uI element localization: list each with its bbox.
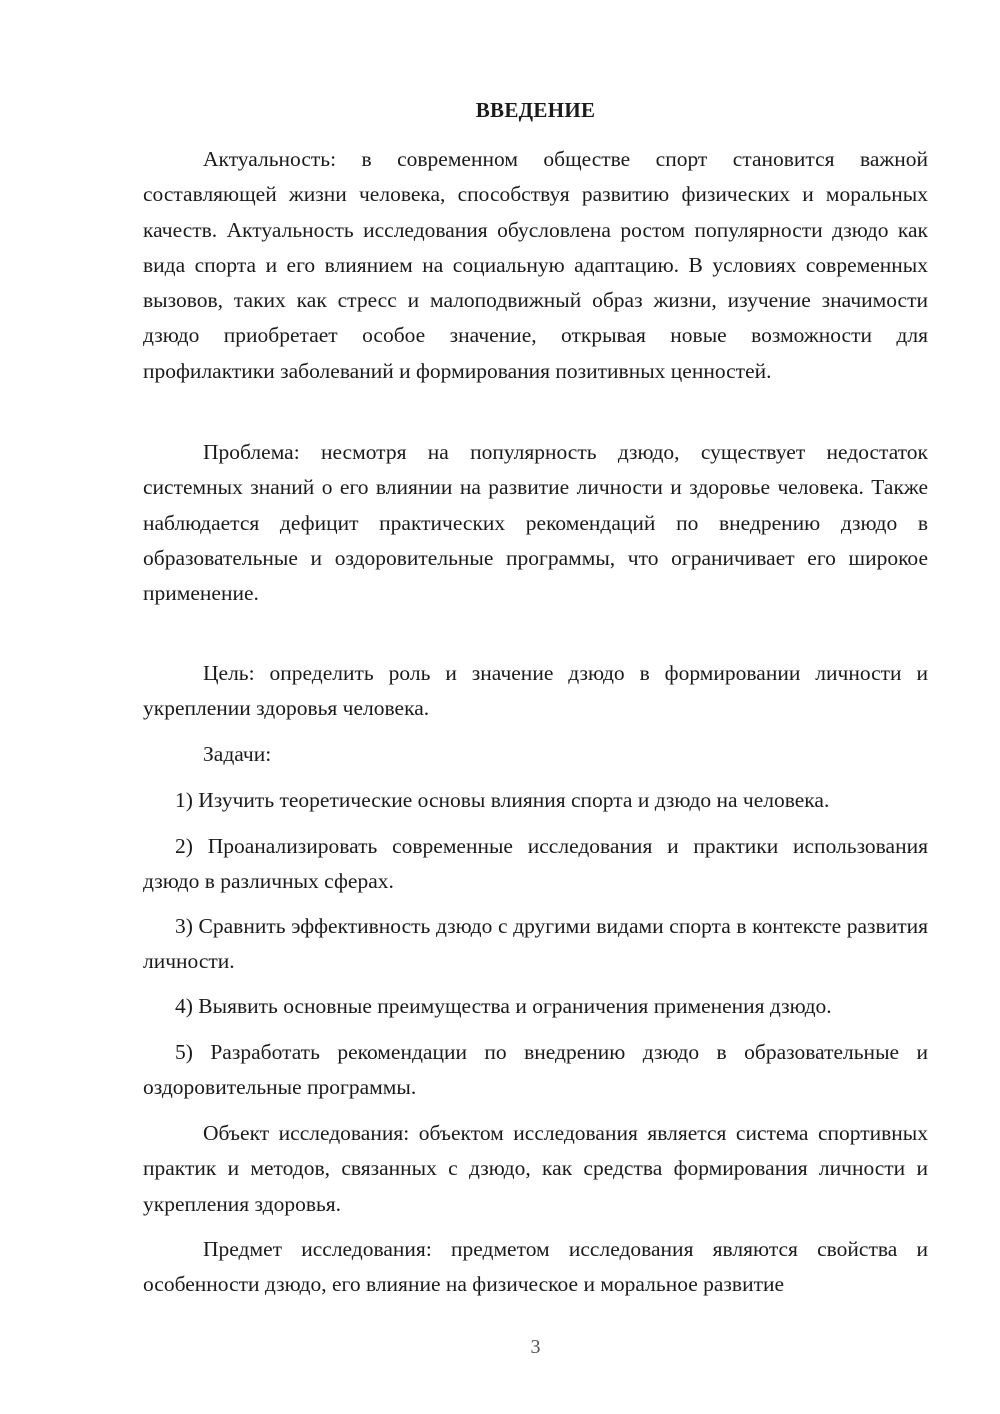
paragraph-subject: Предмет исследования: предметом исследования являются свойства и особенности дзюдо, его влияние на физическое и моральное развитие: [143, 1237, 928, 1297]
task-item-4: 4) Выявить основные преимущества и ограничения применения дзюдо.: [175, 994, 832, 1018]
page-number: 3: [530, 1336, 541, 1358]
paragraph-object: Объект исследования: объектом исследования является система спортивных практик и методов, связанных с дзюдо, как средства формирования личности и укрепления здоровья.: [143, 1121, 928, 1216]
section-title: ВВЕДЕНИЕ: [475, 98, 596, 122]
paragraph-relevance: Актуальность: в современном обществе спорт становится важной составляющей жизни человека, способствуя развитию физических и моральных качеств. Актуальность исследования обусловлена ростом популярности дзюдо как вида спорта и его влиянием на социальную адаптацию. В условиях современных вызовов, таких как стресс и малоподвижный образ жизни, изучение значимости дзюдо приобретает особое значение, открывая новые возможности для профилактики заболеваний и формирования позитивных ценностей.: [143, 147, 928, 383]
task-item-5: 5) Разработать рекомендации по внедрению дзюдо в образовательные и оздоровительные программы.: [143, 1040, 928, 1100]
paragraph-problem: Проблема: несмотря на популярность дзюдо, существует недостаток системных знаний о его влиянии на развитие личности и здоровье человека. Также наблюдается дефицит практических рекомендаций по внедрению дзюдо в образовательные и оздоровительные программы, что ограничивает его широкое применение.: [143, 440, 928, 606]
document-page: [143, 0, 928, 1414]
task-item-2: 2) Проанализировать современные исследования и практики использования дзюдо в различных сферах.: [143, 834, 928, 894]
tasks-heading: Задачи:: [203, 742, 272, 766]
paragraph-goal: Цель: определить роль и значение дзюдо в формировании личности и укреплении здоровья человека.: [143, 661, 928, 721]
task-item-3: 3) Сравнить эффективность дзюдо с другими видами спорта в контексте развития личности.: [143, 914, 928, 974]
task-item-1: 1) Изучить теоретические основы влияния спорта и дзюдо на человека.: [175, 788, 830, 812]
